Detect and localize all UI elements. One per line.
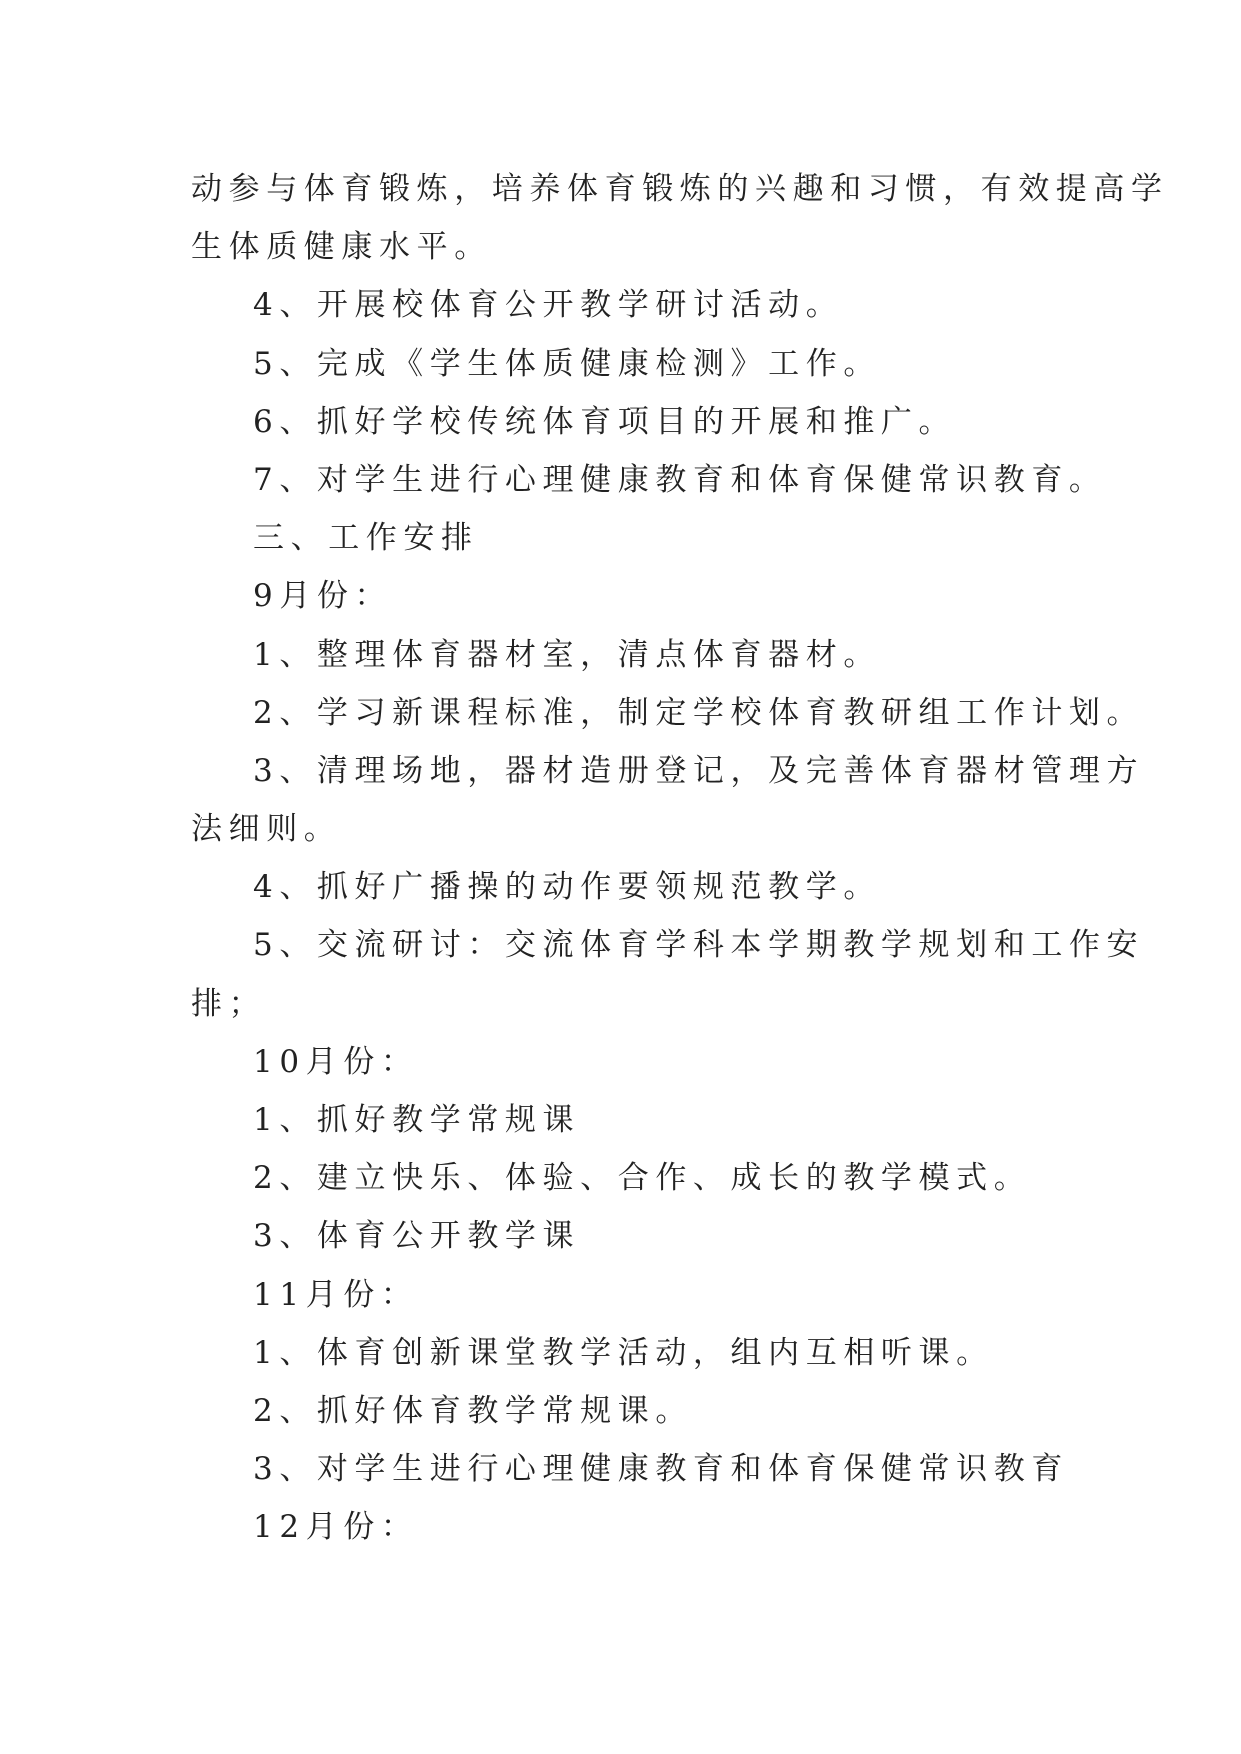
list-item: 4、开展校体育公开教学研讨活动。 [253,287,844,324]
list-item: 2、抓好体育教学常规课。 [253,1392,693,1429]
month-heading: 12月份： [253,1509,419,1546]
list-item: 3、体育公开教学课 [253,1218,581,1255]
list-item: 3、清理场地，器材造册登记，及完善体育器材管理方 [253,752,1145,789]
month-heading: 9月份： [253,578,393,615]
body-line: 排； [191,985,267,1022]
list-item: 1、整理体育器材室，清点体育器材。 [253,636,881,673]
body-line: 动参与体育锻炼，培养体育锻炼的兴趣和习惯，有效提高学 [191,171,1169,207]
list-item: 6、抓好学校传统体育项目的开展和推广。 [253,403,957,440]
list-item: 4、抓好广播操的动作要领规范教学。 [253,869,881,906]
body-line: 法细则。 [191,811,342,848]
document-body [191,160,1169,1557]
list-item: 2、学习新课程标准，制定学校体育教研组工作计划。 [253,694,1145,731]
list-item: 1、体育创新课堂教学活动，组内互相听课。 [253,1334,994,1371]
list-item: 5、完成《学生体质健康检测》工作。 [253,345,881,382]
section-heading: 三、工作安排 [253,520,479,557]
list-item: 1、抓好教学常规课 [253,1102,581,1138]
list-item: 2、建立快乐、体验、合作、成长的教学模式。 [253,1160,1032,1197]
body-line: 生体质健康水平。 [191,229,492,266]
list-item: 7、对学生进行心理健康教育和体育保健常识教育。 [253,461,1107,498]
list-item: 5、交流研讨：交流体育学科本学期教学规划和工作安 [253,927,1145,964]
month-heading: 10月份： [253,1043,419,1080]
month-heading: 11月份： [253,1276,419,1313]
list-item: 3、对学生进行心理健康教育和体育保健常识教育 [253,1451,1069,1488]
